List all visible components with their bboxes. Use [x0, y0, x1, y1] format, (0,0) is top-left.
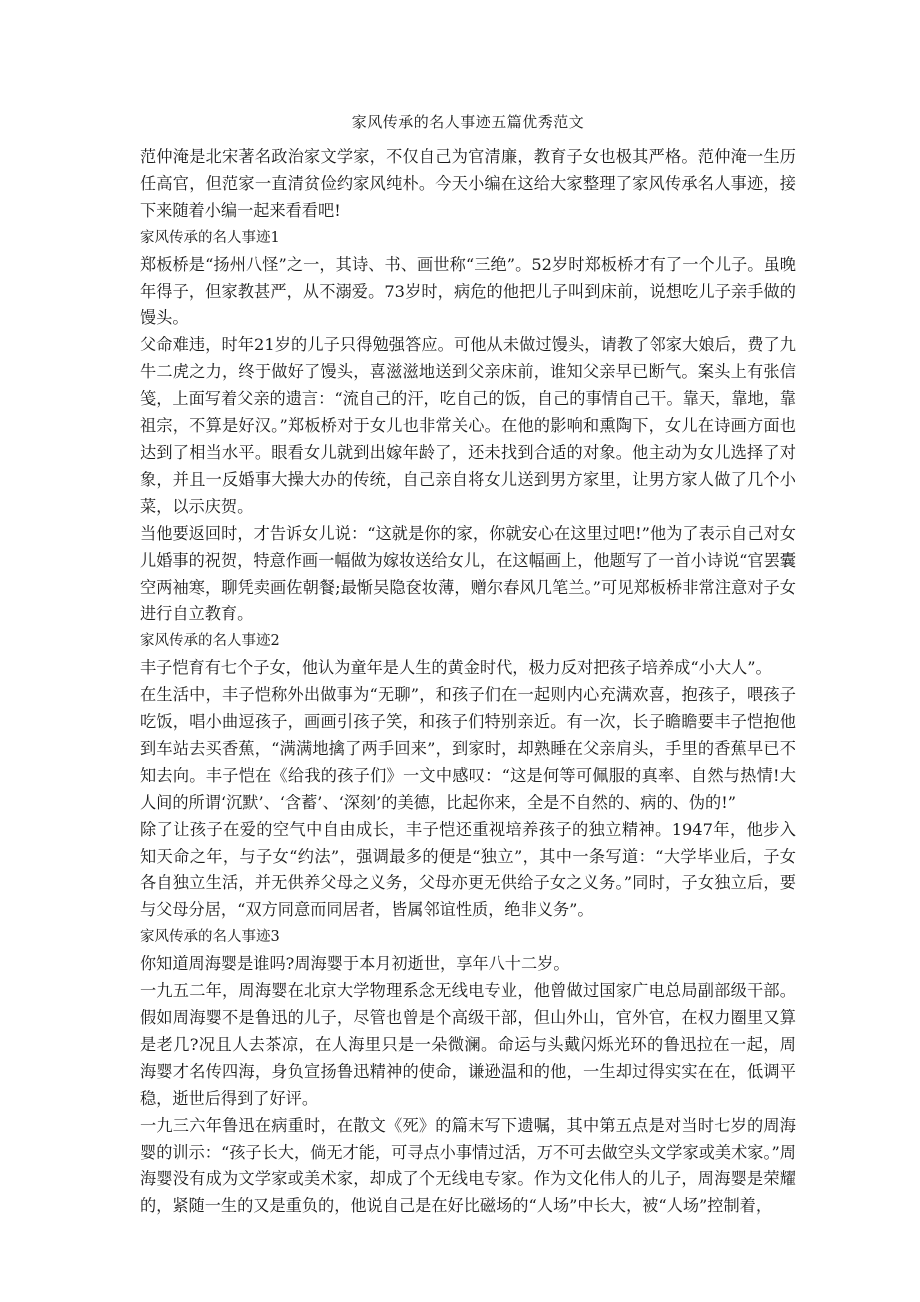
paragraph: 当他要返回时，才告诉女儿说：“这就是你的家，你就安心在这里过吧!”他为了表示自己对女儿婚事的祝贺，特意作画一幅做为嫁妆送给女儿，在这幅画上，他题写了一首小诗说“官罢囊空两袖寒，聊凭卖画佐朝餐;最惭吴隐奁妆薄，赠尔春风几笔兰。”可见郑板桥非常注意对子女进行自立教育。: [140, 523, 796, 624]
document-body: [140, 144, 796, 1220]
section-heading-1: 家风传承的名人事迹1: [140, 229, 280, 246]
intro-paragraph: 范仲淹是北宋著名政治家文学家，不仅自己为官清廉，教育子女也极其严格。范仲淹一生历任高官，但范家一直清贫俭约家风纯朴。今天小编在这给大家整理了家风传承名人事迹，接下来随着小编一起来看看吧!: [140, 147, 796, 220]
paragraph: 除了让孩子在爱的空气中自由成长，丰子恺还重视培养孩子的独立精神。1947年，他步入知天命之年，与子女“约法”，强调最多的便是“独立”，其中一条写道：“大学毕业后，子女各自独立生活，并无供养父母之义务，父母亦更无供给子女之义务。”同时，子女独立后，要与父母分居，“双方同意而同居者，皆属邻谊性质，绝非义务”。: [140, 819, 796, 920]
section-heading-2: 家风传承的名人事迹2: [140, 633, 280, 650]
document-page: [140, 112, 796, 1220]
paragraph: 父命难违，时年21岁的儿子只得勉强答应。可他从未做过馒头，请教了邻家大娘后，费了九牛二虎之力，终于做好了馒头，喜滋滋地送到父亲床前，谁知父亲早已断气。案头上有张信笺，上面写着父亲的遗言：“流自己的汗，吃自己的饭，自己的事情自己干。靠天，靠地，靠祖宗，不算是好汉。”郑板桥对于女儿也非常关心。在他的影响和熏陶下，女儿在诗画方面也达到了相当水平。眼看女儿就到出嫁年龄了，还未找到合适的对象。他主动为女儿选择了对象，并且一反婚事大操大办的传统，自己亲自将女儿送到男方家里，让男方家人做了几个小菜，以示庆贺。: [140, 335, 796, 516]
paragraph: 丰子恺育有七个子女，他认为童年是人生的黄金时代，极力反对把孩子培养成“小大人”。: [140, 658, 772, 678]
paragraph: 一九三六年鲁迅在病重时，在散文《死》的篇末写下遗嘱，其中第五点是对当时七岁的周海婴的训示：“孩子长大，倘无才能，可寻点小事情过活，万不可去做空头文学家或美术家。”周海婴没有成为文学家或美术家，却成了个无线电专家。作为文化伟人的儿子，周海婴是荣耀的，紧随一生的又是重负的，他说自己是在好比磁场的“人场”中长大，被“人场”控制着，: [140, 1115, 796, 1216]
paragraph: 郑板桥是“扬州八怪”之一，其诗、书、画世称“三绝”。52岁时郑板桥才有了一个儿子。虽晚年得子，但家教甚严，从不溺爱。73岁时，病危的他把儿子叫到床前，说想吃儿子亲手做的馒头。: [140, 254, 796, 328]
paragraph: 在生活中，丰子恺称外出做事为“无聊”，和孩子们在一起则内心充满欢喜，抱孩子，喂孩子吃饭，唱小曲逗孩子，画画引孩子笑，和孩子们特别亲近。有一次，长子瞻瞻要丰子恺抱他到车站去买香蕉，“满满地擒了两手回来”，到家时，却熟睡在父亲肩头，手里的香蕉早已不知去向。丰子恺在《给我的孩子们》一文中感叹：“这是何等可佩服的真率、自然与热情!大人间的所谓‘沉默’、‘含蓄’、‘深刻’的美德，比起你来，全是不自然的、病的、伪的!”: [140, 685, 796, 812]
paragraph: 你知道周海婴是谁吗?周海婴于本月初逝世，享年八十二岁。: [140, 954, 570, 974]
paragraph: 一九五二年，周海婴在北京大学物理系念无线电专业，他曾做过国家广电总局副部级干部。假如周海婴不是鲁迅的儿子，尽管也曾是个高级干部，但山外山，官外官，在权力圈里又算是老几?况且人去茶凉，在人海里只是一朵微澜。命运与头戴闪烁光环的鲁迅拉在一起，周海婴才名传四海，身负宣扬鲁迅精神的使命，谦逊温和的他，一生却过得实实在在，低调平稳，逝世后得到了好评。: [140, 981, 796, 1108]
section-heading-3: 家风传承的名人事迹3: [140, 929, 280, 946]
document-title: 家风传承的名人事迹五篇优秀范文: [351, 113, 585, 131]
